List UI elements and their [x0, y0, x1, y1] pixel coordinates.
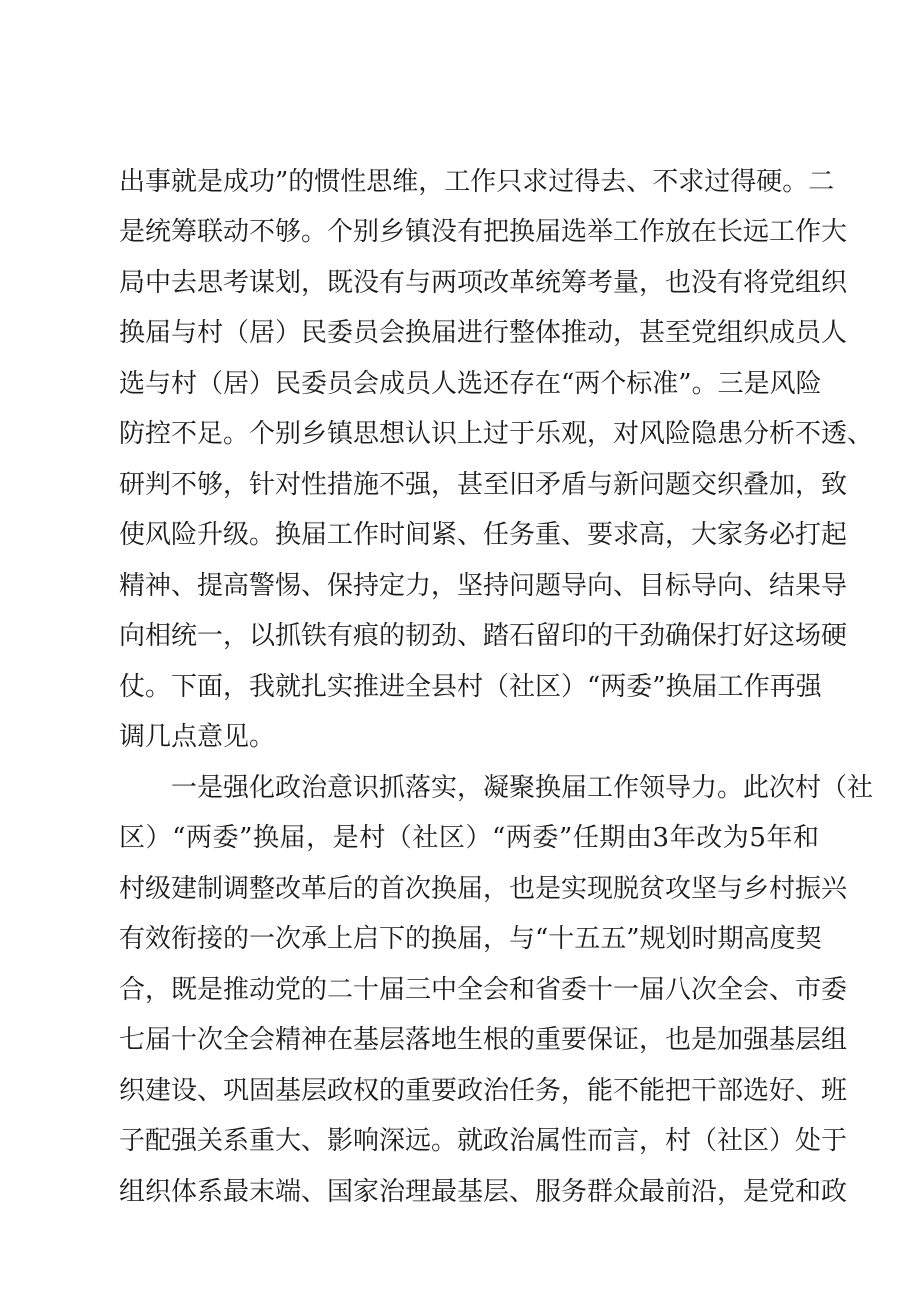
body-line: 组织体系最末端、国家治理最基层、服务群众最前沿，是党和政 — [119, 1177, 848, 1207]
body-line: 区）“两委”换届，是村（社区）“两委”任期由3年改为5年和 — [119, 823, 819, 853]
body-line: 局中去思考谋划，既没有与两项改革统筹考量，也没有将党组织 — [119, 268, 848, 298]
body-line: 研判不够，针对性措施不强，甚至旧矛盾与新问题交织叠加，致 — [119, 470, 848, 500]
body-line: 仗。下面，我就扎实推进全县村（社区）“两委”换届工作再强 — [119, 672, 822, 702]
body-line: 向相统一，以抓铁有痕的韧劲、踏石留印的干劲确保打好这场硬 — [119, 621, 848, 651]
body-line: 村级建制调整改革后的首次换届，也是实现脱贫攻坚与乡村振兴 — [119, 874, 848, 904]
body-line: 合，既是推动党的二十届三中全会和省委十一届八次全会、市委 — [119, 975, 848, 1005]
body-line: 调几点意见。 — [119, 722, 276, 752]
body-line: 换届与村（居）民委员会换届进行整体推动，甚至党组织成员人 — [119, 318, 848, 348]
body-line: 使风险升级。换届工作时间紧、任务重、要求高，大家务必打起 — [119, 520, 848, 550]
paragraph-start-line: 一是强化政治意识抓落实，凝聚换届工作领导力。此次村（社 — [119, 773, 874, 803]
body-line: 出事就是成功”的惯性思维，工作只求过得去、不求过得硬。二 — [119, 167, 835, 197]
body-line: 选与村（居）民委员会成员人选还存在“两个标准”。三是风险 — [119, 369, 822, 399]
body-line: 防控不足。个别乡镇思想认识上过于乐观，对风险隐患分析不透、 — [119, 419, 874, 449]
body-line: 精神、提高警惕、保持定力，坚持问题导向、目标导向、结果导 — [119, 571, 848, 601]
body-line: 有效衔接的一次承上启下的换届，与“十五五”规划时期高度契 — [119, 924, 822, 954]
body-line: 子配强关系重大、影响深远。就政治属性而言，村（社区）处于 — [119, 1126, 848, 1156]
body-line: 织建设、巩固基层政权的重要政治任务，能不能把干部选好、班 — [119, 1076, 848, 1106]
body-line: 七届十次全会精神在基层落地生根的重要保证，也是加强基层组 — [119, 1025, 848, 1055]
body-line: 是统筹联动不够。个别乡镇没有把换届选举工作放在长远工作大 — [119, 217, 848, 247]
